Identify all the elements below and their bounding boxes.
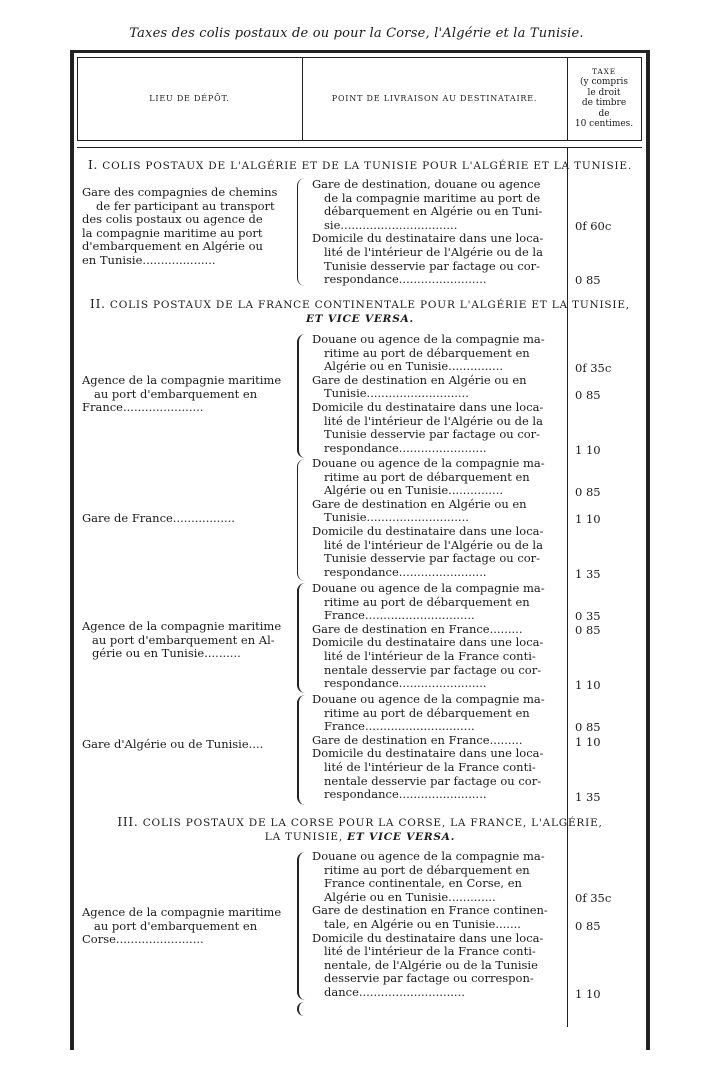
section-heading-text: COLIS POSTAUX DE L'ALGÉRIE ET DE LA TUNISIE POUR L'ALGÉRIE ET LA TUNISIE. [102,160,633,172]
destination-line: Domicile du destinataire dans une loca- [312,231,544,246]
depot-cell [82,512,296,526]
destination-cell [312,693,562,802]
destination-line: Domicile du destinataire dans une loca- [312,523,544,538]
page-title: Taxes des colis postaux de ou pour la Corse, l'Algérie et la Tunisie. [129,26,584,41]
destination-line: Tunisie............................ [324,386,469,401]
destination-line: Domicile du destinataire dans une loca- [312,399,544,414]
header-taxe-line: de [598,108,610,119]
tax-value: 0f 60c [575,219,612,233]
section-heading-text: COLIS POSTAUX DE LA FRANCE CONTINENTALE POUR L'ALGÉRIE ET LA TUNISIE, [109,299,630,311]
destination-line: nentale desservie par factage ou cor- [324,662,542,677]
destination-line: lité de l'intérieur de l'Algérie ou de la [324,244,543,259]
destination-line: nentale desservie par factage ou cor- [324,773,542,788]
section-heading [80,158,640,173]
destination-line: France continentale, en Corse, en [324,876,522,891]
section-heading [80,815,640,844]
depot-line: au port d'embarquement en Al- [92,632,275,647]
destination-line: Douane ou agence de la compagnie ma- [312,581,545,595]
tax-value: 1 35 [575,790,601,804]
destination-line: ritime au port de débarquement en [324,705,530,720]
destination-line: ritime au port de débarquement en [324,594,530,609]
depot-line: gérie ou en Tunisie.......... [92,646,241,661]
destination-line: de la compagnie maritime au port de [324,190,541,205]
tax-value: 1 10 [575,443,601,457]
destination-cell [312,850,562,1000]
brace-mark [297,695,307,805]
section-numeral: III. [117,815,139,829]
destination-line: Tunisie............................ [324,510,469,525]
destination-line: respondance........................ [324,676,487,691]
header-taxe-line: (y compris [579,77,628,87]
depot-line: Gare des compagnies de chemins [82,185,278,199]
depot-line: Agence de la compagnie maritime [82,373,282,387]
destination-line: nentale, de l'Algérie ou de la Tunisie [324,957,538,972]
destination-line: ritime au port de débarquement en [324,862,530,877]
section-heading-text: COLIS POSTAUX DE LA CORSE POUR LA CORSE, LA FRANCE, L'ALGÉRIE, [142,817,603,829]
destination-line: dance............................. [324,984,465,999]
destination-line: Domicile du destinataire dans une loca- [312,930,544,945]
destination-line: tale, en Algérie ou en Tunisie....... [324,916,521,931]
destination-line: lité de l'intérieur de l'Algérie ou de la [324,537,543,552]
tax-value: 0 85 [575,485,601,499]
header-rule [77,147,642,148]
tax-value: 0f 35c [575,891,612,905]
destination-line: Algérie ou en Tunisie............... [324,483,504,498]
destination-line: respondance........................ [324,787,487,802]
tax-value: 1 10 [575,735,601,749]
tax-value: 0 85 [575,720,601,734]
tax-value: 0 35 [575,609,601,623]
depot-cell [82,906,296,947]
brace-mark [297,334,307,458]
destination-line: débarquement en Algérie ou en Tuni- [324,204,543,219]
depot-line: en Tunisie.................... [82,252,216,267]
destination-line: lité de l'intérieur de l'Algérie ou de la [324,413,543,428]
section-numeral: II. [90,297,106,311]
depot-cell [82,374,296,415]
header-taxe-line: de timbre [581,98,627,108]
destination-line: lité de l'intérieur de la France conti- [324,648,536,663]
destination-line: France.............................. [324,719,475,734]
header-point-de-livraison: POINT DE LIVRAISON AU DESTINATAIRE. [331,93,538,103]
table-frame-right [646,50,650,1050]
section-numeral: I. [87,158,99,172]
tax-value: 1 10 [575,512,601,526]
brace-mark [297,583,307,693]
destination-line: Tunisie desservie par factage ou cor- [324,258,541,273]
section-heading [80,297,640,326]
depot-line: au port d'embarquement en [94,918,258,933]
brace-mark [297,1002,307,1016]
destination-line: lité de l'intérieur de la France conti- [324,944,536,959]
header-taxe-line: le droit [587,87,621,98]
tax-value: 0 85 [575,273,601,287]
destination-line: sie................................ [324,217,458,232]
destination-line: France.............................. [324,608,475,623]
destination-line: respondance........................ [324,272,487,287]
tax-value: 0 85 [575,388,601,402]
destination-line: desservie par factage ou correspon- [324,971,534,986]
destination-line: respondance........................ [324,564,487,579]
destination-line: ritime au port de débarquement en [324,469,530,484]
depot-line: d'embarquement en Algérie ou [82,239,263,254]
destination-line: Domicile du destinataire dans une loca- [312,635,544,650]
header-lieu-de-depot: LIEU DE DÉPÔT. [149,93,230,103]
depot-line: au port d'embarquement en [94,386,258,401]
section-heading-subline: LA TUNISIE, [264,831,344,843]
destination-cell [312,457,562,579]
destination-line: Tunisie desservie par factage ou cor- [324,551,541,566]
destination-line: Douane ou agence de la compagnie ma- [312,849,545,863]
header-taxe-line: 10 centimes. [574,119,634,129]
destination-line: Domicile du destinataire dans une loca- [312,746,544,761]
destination-cell [312,178,562,287]
tax-value: 1 10 [575,678,601,692]
depot-line: Gare de France................. [82,511,235,525]
destination-line: Gare de destination en France continen- [312,903,548,918]
depot-line: la compagnie maritime au port [82,225,263,240]
destination-line: Algérie ou en Tunisie............... [324,359,504,374]
depot-line: France...................... [82,400,204,415]
depot-cell [82,620,296,661]
tax-value: 0f 35c [575,361,612,375]
header-taxe-line: TAXE [591,66,617,76]
depot-line: des colis postaux ou agence de [82,212,263,227]
depot-line: de fer participant au transport [96,198,275,213]
brace-mark [297,459,306,581]
header-taxe [567,57,641,139]
depot-line: Gare d'Algérie ou de Tunisie.... [82,737,264,751]
brace-mark [297,178,306,286]
tax-column-rule [567,147,568,1027]
depot-cell [82,186,296,268]
tax-value: 0 85 [575,919,601,933]
tax-value: 1 10 [575,987,601,1001]
destination-cell [312,582,562,691]
destination-line: ritime au port de débarquement en [324,345,530,360]
destination-line: Algérie ou en Tunisie............. [324,889,496,904]
destination-line: Gare de destination en France......... [312,621,523,636]
destination-line: Tunisie desservie par factage ou cor- [324,427,541,442]
destination-cell [312,333,562,455]
depot-line: Agence de la compagnie maritime [82,905,282,919]
tax-value: 1 35 [575,567,601,581]
tax-value: 0 85 [575,623,601,637]
destination-line: Douane ou agence de la compagnie ma- [312,692,545,706]
brace-mark [297,852,307,1000]
destination-line: Gare de destination en Algérie ou en [312,372,527,387]
depot-cell [82,738,296,752]
destination-line: Douane ou agence de la compagnie ma- [312,456,545,470]
destination-line: Gare de destination en Algérie ou en [312,496,527,511]
section-heading-subline: ET VICE VERSA. [305,313,414,325]
destination-line: lité de l'intérieur de la France conti- [324,759,536,774]
table-frame-top [70,50,650,53]
destination-line: Gare de destination en France......... [312,732,523,747]
destination-line: Gare de destination, douane ou agence [312,177,541,191]
section-heading-subline: ET VICE VERSA. [347,831,456,843]
destination-line: Douane ou agence de la compagnie ma- [312,332,545,346]
depot-line: Agence de la compagnie maritime [82,619,282,633]
depot-line: Corse........................ [82,932,204,947]
destination-line: respondance........................ [324,440,487,455]
table-frame-left [70,50,74,1050]
